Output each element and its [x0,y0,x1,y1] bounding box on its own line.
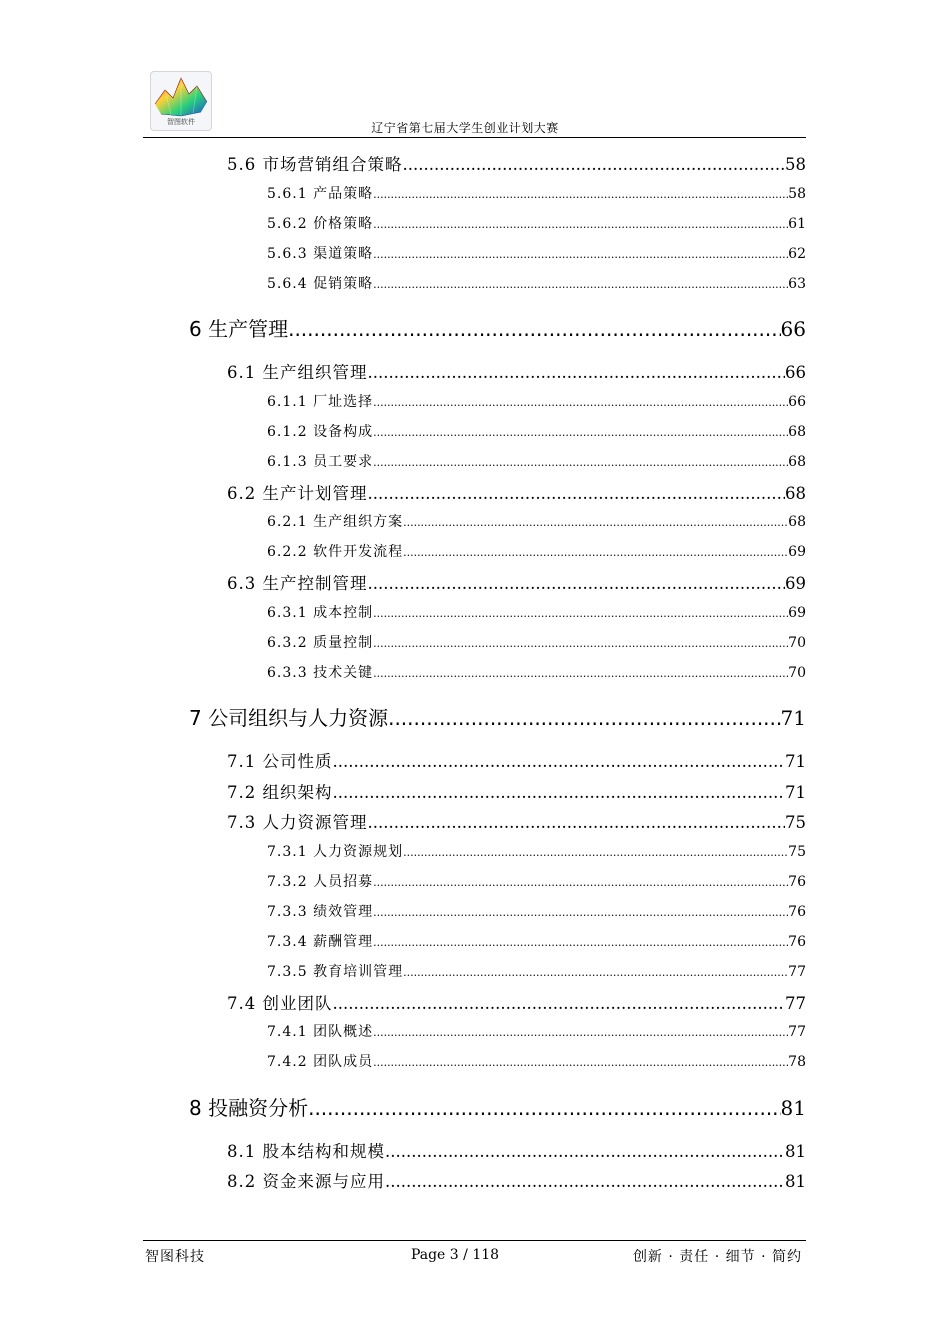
toc-entry-page: 77 [788,963,806,980]
toc-dot-leader [373,607,788,620]
toc-entry-page: 68 [788,423,806,440]
toc-dot-leader [385,1172,785,1191]
toc-entry-page: 68 [788,453,806,470]
toc-entry-title: 7.1 公司性质 [227,752,333,771]
footer-company: 智图科技 [145,1249,205,1265]
toc-entry-title: 7.4.1 团队概述 [267,1024,374,1040]
toc-dot-leader [368,813,786,832]
toc-dot-leader [373,218,788,231]
toc-entry-title: 6.3.3 技术关键 [267,664,374,681]
toc-entry-page: 81 [780,1095,806,1120]
toc-dot-leader [403,516,788,529]
toc-entry-level-3[interactable] [267,1051,806,1071]
toc-entry-level-3[interactable] [267,541,806,561]
toc-entry-level-1[interactable] [189,313,806,342]
toc-dot-leader [403,846,788,859]
toc-entry-page: 58 [788,185,806,202]
toc-entry-level-3[interactable] [267,901,806,921]
toc-dot-leader [373,906,788,919]
toc-entry-page: 66 [788,393,806,410]
logo-text: 智图软件 [167,118,195,126]
toc-entry-level-2[interactable] [227,480,806,504]
toc-dot-leader [385,1142,785,1161]
toc-entry-title: 5.6.1 产品策略 [267,185,374,202]
toc-entry-title: 5.6.3 渠道策略 [267,245,374,262]
toc-entry-title: 6 生产管理 [189,317,289,341]
toc-entry-level-3[interactable] [267,391,806,411]
toc-entry-title: 7.3.2 人员招募 [267,873,374,890]
toc-entry-level-3[interactable] [267,273,806,293]
toc-dot-leader [288,317,780,341]
toc-dot-leader [373,278,788,291]
toc-entry-title: 8.2 资金来源与应用 [227,1172,385,1191]
toc-entry-page: 71 [785,782,806,802]
toc-entry-title: 7.3.4 薪酬管理 [267,933,374,950]
toc-entry-level-3[interactable] [267,1021,806,1041]
toc-entry-page: 68 [788,514,806,530]
toc-entry-page: 71 [780,706,806,730]
toc-dot-leader [373,188,788,201]
toc-entry-level-3[interactable] [267,421,806,441]
toc-entry-level-2[interactable] [227,779,806,803]
toc-entry-level-3[interactable] [267,632,806,652]
toc-entry-page: 71 [785,752,806,771]
toc-entry-title: 6.3 生产控制管理 [227,574,368,593]
toc-entry-level-1[interactable] [189,702,806,731]
toc-dot-leader [373,876,788,889]
toc-entry-title: 5.6 市场营销组合策略 [227,155,403,174]
toc-dot-leader [373,426,788,439]
toc-dot-leader [368,484,786,503]
toc-entry-title: 7.3 人力资源管理 [227,813,368,832]
toc-dot-leader [373,1026,788,1039]
toc-entry-title: 6.1.2 设备构成 [267,423,374,440]
toc-entry-page: 76 [788,903,806,920]
toc-entry-title: 6.1.3 员工要求 [267,453,374,470]
toc-dot-leader [373,1056,788,1069]
toc-entry-page: 69 [788,544,806,560]
toc-entry-level-3[interactable] [267,961,806,981]
toc-entry-page: 63 [788,275,806,292]
toc-entry-title: 5.6.4 促销策略 [267,275,374,292]
toc-dot-leader [333,994,786,1013]
toc-entry-title: 7.4.2 团队成员 [267,1054,374,1070]
toc-dot-leader [308,1096,780,1120]
toc-entry-page: 61 [788,215,806,232]
footer-rule [143,1240,806,1241]
toc-entry-level-2[interactable] [227,1138,806,1162]
toc-dot-leader [373,248,788,261]
toc-entry-level-3[interactable] [267,931,806,951]
toc-dot-leader [373,936,788,949]
toc-entry-level-2[interactable] [227,570,806,594]
toc-dot-leader [373,456,788,469]
toc-entry-title: 6.3.2 质量控制 [267,634,374,651]
footer-motto: 创新 · 责任 · 细节 · 简约 [632,1249,802,1265]
toc-entry-title: 6.2.1 生产组织方案 [267,514,404,530]
header-title: 辽宁省第七届大学生创业计划大赛 [371,121,559,135]
toc-dot-leader [373,637,788,650]
toc-entry-page: 81 [785,1141,806,1161]
toc-entry-page: 62 [788,245,806,262]
toc-entry-title: 7.3.3 绩效管理 [267,903,374,920]
toc-entry-title: 8 投融资分析 [189,1095,309,1120]
toc-entry-level-3[interactable] [267,841,806,861]
toc-entry-title: 6.2 生产计划管理 [227,483,368,503]
toc-entry-title: 6.1 生产组织管理 [227,363,368,382]
toc-entry-level-3[interactable] [267,183,806,203]
toc-entry-level-3[interactable] [267,602,806,622]
toc-entry-title: 8.1 股本结构和规模 [227,1141,385,1161]
toc-entry-title: 6.3.1 成本控制 [267,604,374,621]
toc-entry-level-2[interactable] [227,359,806,383]
toc-entry-title: 5.6.2 价格策略 [267,215,374,232]
toc-entry-page: 58 [785,155,806,174]
toc-entry-page: 75 [785,813,806,832]
toc-entry-level-3[interactable] [267,213,806,233]
toc-entry-level-1[interactable] [189,1092,806,1121]
toc-entry-title: 6.1.1 厂址选择 [267,393,374,410]
toc-entry-page: 69 [785,574,806,593]
toc-entry-title: 7 公司组织与人力资源 [189,706,389,730]
toc-entry-level-3[interactable] [267,451,806,471]
toc-entry-level-3[interactable] [267,871,806,891]
footer-page-number: Page 3 / 118 [410,1247,500,1263]
toc-entry-level-2[interactable] [227,1168,806,1192]
toc-entry-level-2[interactable] [227,151,806,175]
toc-entry-level-3[interactable] [267,243,806,263]
toc-entry-page: 77 [788,1024,806,1040]
toc-entry-title: 7.3.5 教育培训管理 [267,963,404,980]
toc-entry-title: 7.2 组织架构 [227,782,333,802]
toc-entry-title: 7.4 创业团队 [227,993,333,1013]
toc-entry-page: 76 [788,933,806,950]
toc-entry-title: 7.3.1 人力资源规划 [267,843,404,860]
toc-entry-page: 77 [785,993,806,1013]
toc-dot-leader [368,363,786,382]
toc-entry-page: 70 [788,664,806,681]
toc-entry-page: 66 [785,363,806,382]
toc-entry-level-3[interactable] [267,511,806,531]
toc-entry-page: 81 [785,1172,806,1191]
toc-dot-leader [403,966,788,979]
toc-dot-leader [388,706,780,730]
toc-dot-leader [333,752,786,771]
toc-entry-level-3[interactable] [267,662,806,682]
toc-entry-page: 66 [780,317,806,341]
toc-entry-page: 76 [788,873,806,890]
toc-dot-leader [403,546,788,559]
toc-entry-level-2[interactable] [227,809,806,833]
toc-entry-level-2[interactable] [227,748,806,772]
toc-dot-leader [368,574,786,593]
toc-entry-page: 70 [788,634,806,651]
toc-entry-page: 68 [785,483,806,503]
toc-entry-page: 78 [788,1054,806,1070]
toc-entry-title: 6.2.2 软件开发流程 [267,544,404,560]
toc-entry-page: 75 [788,843,806,860]
toc-dot-leader [373,396,788,409]
toc-dot-leader [373,667,788,680]
toc-entry-level-2[interactable] [227,990,806,1014]
toc-dot-leader [333,783,786,802]
toc-entry-page: 69 [788,604,806,621]
toc-dot-leader [403,155,786,174]
